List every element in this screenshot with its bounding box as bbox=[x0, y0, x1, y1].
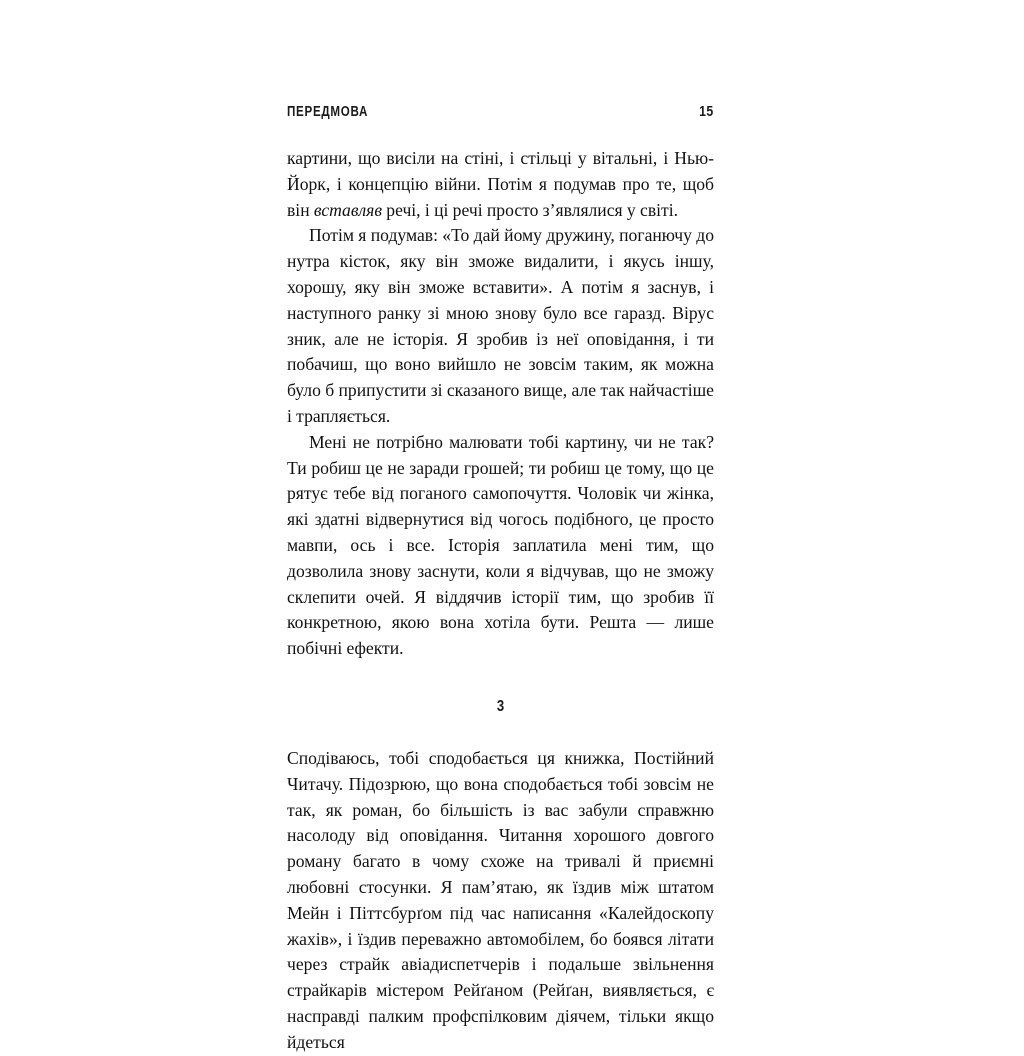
paragraph: Сподіваюсь, тобі сподобається ця книжка, Постійний Читачу. Підозрюю, що вона сподобається тобі зовсім не так, як роман, бо більшість із вас забули справжню насолоду від оповідання. Читання хорошого довгого роману багато в чому схоже на тривалі й приємні любовні стосунки. Я пам’ятаю, як їздив між штатом Мейн і Піттсбурґом під час написання «Калейдоскопу жахів», і їздив переважно автомобілем, бо боявся літати через страйк авіадиспетчерів і подальше звільнення страйкарів містером Рейґаном (Рейґан, виявляється, є насправді палким профспілковим діячем, тільки якщо йдеться bbox=[287, 747, 714, 1052]
running-head-title: ПЕРЕДМОВА bbox=[287, 104, 369, 120]
section-two bbox=[287, 746, 714, 1056]
running-head bbox=[287, 103, 713, 120]
text-block bbox=[287, 146, 714, 1056]
emphasis-word: вставляв bbox=[313, 199, 382, 220]
paragraph: Потім я подумав: «То дай йому дружину, поганючу до нутра кісток, яку він зможе видалити, і якусь іншу, хорошу, яку він зможе вставити». А потім я заснув, і наступного ранку зі мною знову було все гаразд. Вірус зник, але не історія. Я зробив із неї оповідання, і ти побачиш, що воно вийшло не зовсім таким, як можна було б припустити зі сказаного вище, але так найчастіше і трапляється. bbox=[287, 225, 714, 426]
section-one bbox=[287, 146, 714, 662]
section-divider-number: 3 bbox=[496, 697, 505, 715]
paragraph: Мені не потрібно малювати тобі картину, чи не так? Ти робиш це не заради грошей; ти робиш це тому, що це рятує тебе від поганого самопочуття. Чоловік чи жінка, які здатні відвернутися від чогось подібного, це просто мавпи, ось і все. Історія заплатила мені тим, що дозволила знову заснути, коли я відчував, що не зможу склепити очей. Я віддячив історії тим, що зробив її конкретною, якою вона хотіла бути. Решта — лише побічні ефекти. bbox=[287, 431, 714, 659]
page-number: 15 bbox=[698, 103, 713, 120]
paragraph: картини, що висіли на стіні, і стільці у вітальні, і Нью-Йорк, і концепцію війни. Потім я подумав про те, щоб він вставляв речі, і ці речі просто з’являлися у світі. bbox=[287, 148, 714, 220]
